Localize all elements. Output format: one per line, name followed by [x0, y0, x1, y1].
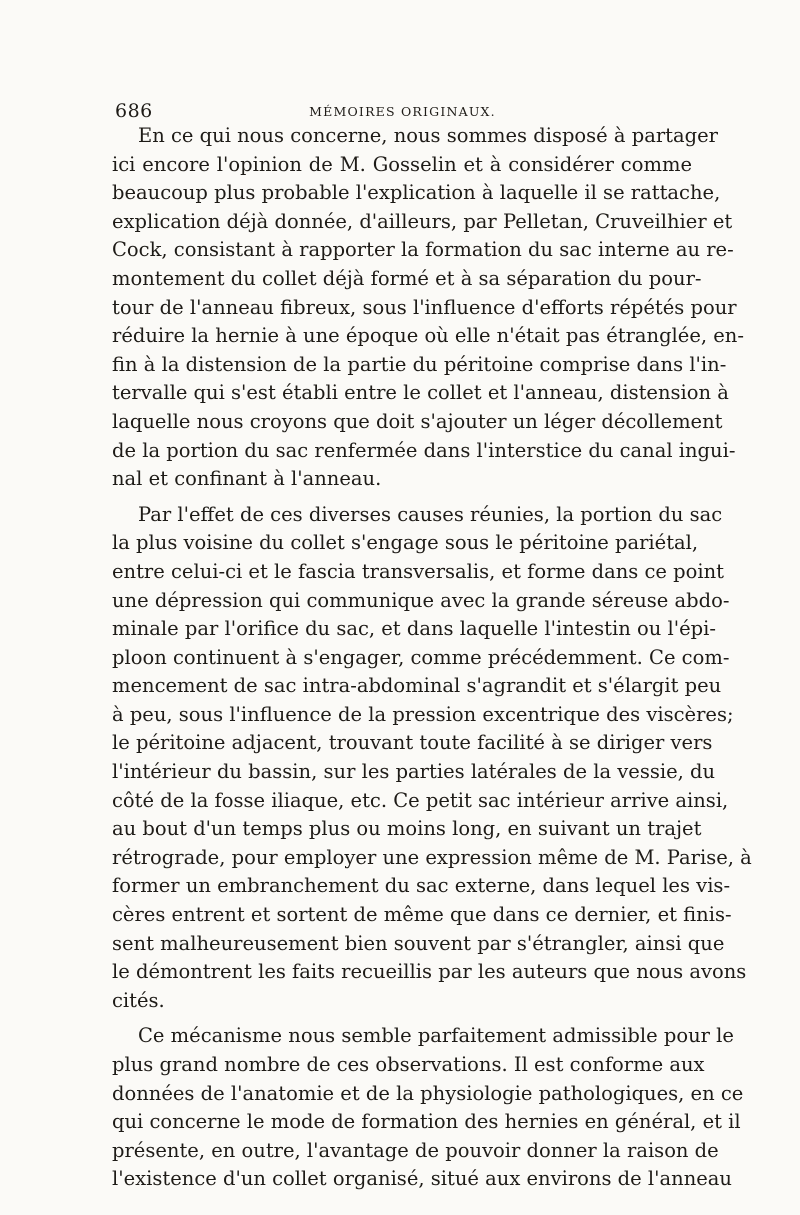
text-line: montement du collet déjà formé et à sa séparation du pour- [112, 266, 702, 290]
paragraph-1 [112, 122, 744, 494]
text-line: cères entrent et sortent de même que dans ce dernier, et finis- [112, 903, 732, 927]
running-title: MÉMOIRES ORIGINAUX. [309, 104, 496, 119]
text-line: à peu, sous l'influence de la pression excentrique des viscères; [112, 702, 734, 726]
page-header [115, 100, 690, 124]
body-text [112, 122, 752, 1194]
text-line: réduire la hernie à une époque où elle n'était pas étranglée, en- [112, 324, 744, 348]
text-line: l'intérieur du bassin, sur les parties latérales de la vessie, du [112, 760, 716, 784]
text-line: fin à la distension de la partie du péritoine comprise dans l'in- [112, 352, 727, 376]
paragraph-gap [112, 1015, 692, 1022]
text-line: côté de la fosse iliaque, etc. Ce petit sac intérieur arrive ainsi, [112, 788, 729, 812]
paragraph-gap [112, 494, 692, 501]
text-line: entre celui-ci et le fascia transversalis, et forme dans ce point [112, 559, 725, 583]
text-line: mencement de sac intra-abdominal s'agrandit et s'élargit peu [112, 674, 722, 698]
text-line: données de l'anatomie et de la physiologie pathologiques, en ce [112, 1081, 744, 1105]
text-line: rétrograde, pour employer une expression même de M. Parise, à [112, 845, 752, 869]
text-line: En ce qui nous concerne, nous sommes disposé à partager [138, 124, 718, 147]
text-line: explication déjà donnée, d'ailleurs, par Pelletan, Cruveilhier et [112, 209, 733, 233]
text-line: Cock, consistant à rapporter la formation du sac interne au re- [112, 238, 734, 262]
text-line: sent malheureusement bien souvent par s'étrangler, ainsi que [112, 931, 725, 955]
text-line: cités. [112, 988, 165, 1012]
text-line: de la portion du sac renfermée dans l'interstice du canal ingui- [112, 438, 736, 462]
paragraph-2 [112, 501, 752, 1016]
page-number: 686 [115, 100, 153, 122]
text-line: qui concerne le mode de formation des hernies en général, et il [112, 1110, 741, 1134]
text-line: laquelle nous croyons que doit s'ajouter un léger décollement [112, 409, 723, 433]
text-line: Par l'effet de ces diverses causes réunies, la portion du sac [138, 502, 723, 526]
text-line: le péritoine adjacent, trouvant toute facilité à se diriger vers [112, 731, 713, 755]
text-line: minale par l'orifice du sac, et dans laquelle l'intestin ou l'épi- [112, 617, 716, 641]
text-line: la plus voisine du collet s'engage sous le péritoine pariétal, [112, 531, 699, 555]
text-line: plus grand nombre de ces observations. Il est conforme aux [112, 1053, 705, 1076]
text-line: le démontrent les faits recueillis par les auteurs que nous avons [112, 960, 747, 984]
text-line: tour de l'anneau fibreux, sous l'influence d'efforts répétés pour [112, 295, 737, 319]
text-line: au bout d'un temps plus ou moins long, en suivant un trajet [112, 817, 702, 841]
text-line: présente, en outre, l'avantage de pouvoir donner la raison de [112, 1138, 719, 1162]
text-line: ici encore l'opinion de M. Gosselin et à considérer comme [112, 152, 692, 176]
text-line: l'existence d'un collet organisé, situé aux environs de l'anneau [112, 1167, 732, 1191]
paragraph-3 [112, 1022, 744, 1194]
text-line: ploon continuent à s'engager, comme précédemment. Ce com- [112, 645, 730, 669]
text-line: une dépression qui communique avec la grande séreuse abdo- [112, 588, 730, 612]
text-line: nal et confinant à l'anneau. [112, 467, 382, 491]
text-line: Ce mécanisme nous semble parfaitement admissible pour le [138, 1024, 734, 1048]
text-line: beaucoup plus probable l'explication à laquelle il se rattache, [112, 181, 721, 205]
text-line: tervalle qui s'est établi entre le collet et l'anneau, distension à [112, 381, 729, 405]
text-line: former un embranchement du sac externe, dans lequel les vis- [112, 874, 731, 898]
